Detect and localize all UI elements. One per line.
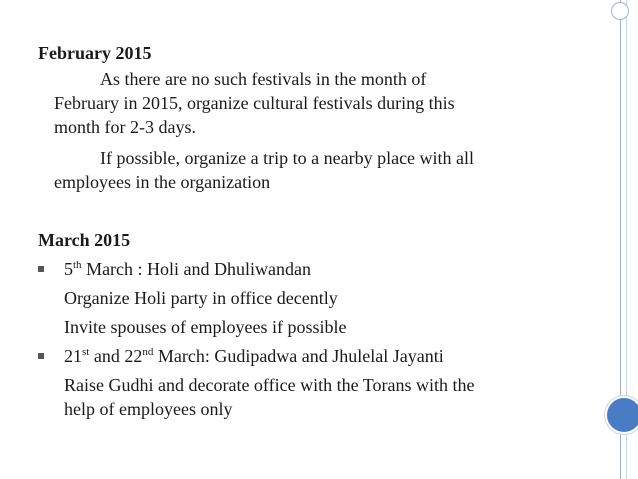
ordinal-suffix: st — [82, 346, 90, 358]
sub-item: Invite spouses of employees if possible — [64, 317, 347, 337]
sub-item — [64, 373, 578, 421]
february-paragraph-2 — [54, 146, 578, 194]
accent-circle-icon — [605, 396, 638, 434]
february-heading: February 2015 — [38, 43, 152, 63]
text-line: month for 2-3 days. — [54, 117, 196, 137]
text-line: As there are no such festivals in the month of — [100, 69, 427, 89]
date-number: 21 — [64, 346, 82, 366]
date-number: 5 — [64, 259, 73, 279]
text-line: Raise Gudhi and decorate office with the Torans with the — [64, 375, 475, 395]
text-line: If possible, organize a trip to a nearby place with all — [100, 148, 475, 168]
text-line: help of employees only — [64, 399, 233, 419]
sub-item: Organize Holi party in office decently — [64, 288, 338, 308]
square-bullet-icon — [38, 353, 44, 359]
text-line: February in 2015, organize cultural festivals during this — [54, 93, 455, 113]
bullet-text: and 22 — [89, 346, 143, 366]
ordinal-suffix: th — [73, 259, 82, 271]
bullet-item-holi — [38, 257, 578, 281]
march-heading: March 2015 — [38, 230, 131, 250]
bullet-item-gudipadwa — [38, 344, 578, 368]
february-paragraph-1 — [54, 67, 578, 139]
bullet-text: March : Holi and Dhuliwandan — [81, 259, 312, 279]
slide-content — [38, 41, 578, 421]
decorative-circle-icon — [611, 2, 629, 20]
ordinal-suffix: nd — [142, 346, 154, 358]
text-line: employees in the organization — [54, 172, 271, 192]
square-bullet-icon — [38, 266, 44, 272]
bullet-text: March: Gudipadwa and Jhulelal Jayanti — [153, 346, 444, 366]
